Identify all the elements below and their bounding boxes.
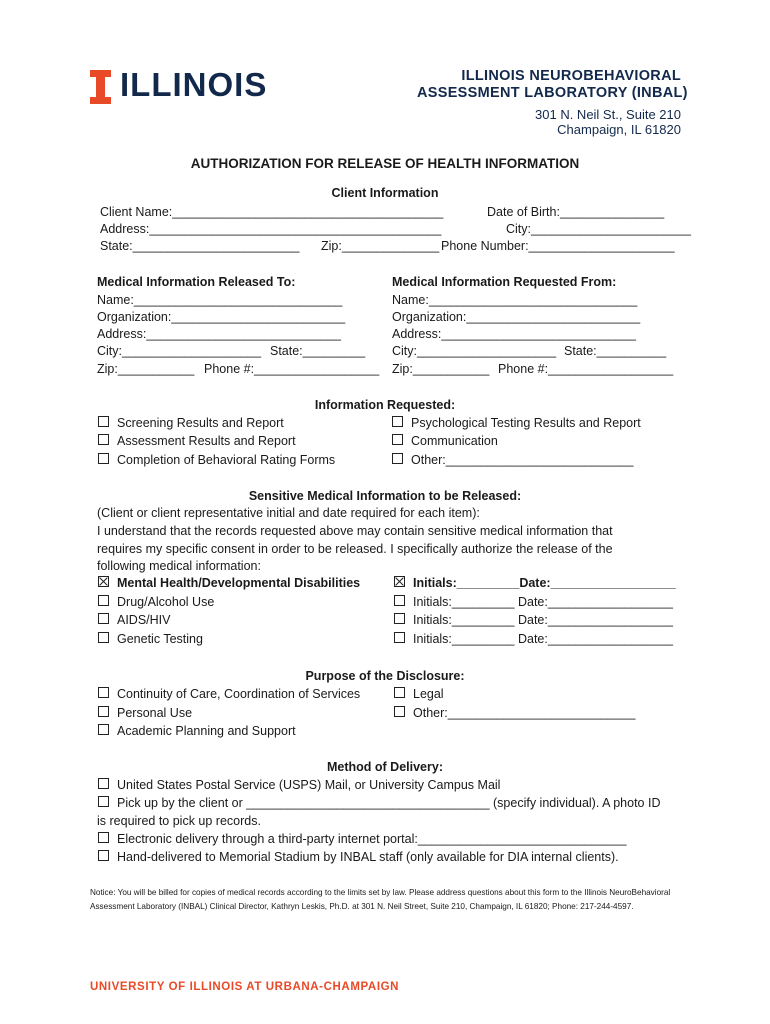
released-to-phone-field[interactable]: Phone #:__________________ (204, 362, 380, 376)
client-phone-field[interactable]: Phone Number:_____________________ (441, 239, 675, 253)
checkbox-icon[interactable] (98, 595, 109, 606)
sensitive-drug-alcohol-initials-date[interactable]: Initials:_________ Date:__________________ (394, 595, 673, 609)
requested-from-state-field[interactable]: State:__________ (564, 344, 667, 358)
requested-from-name-field[interactable]: Name:______________________________ (392, 293, 638, 307)
delivery-option-usps[interactable]: United States Postal Service (USPS) Mail, or University Campus Mail (98, 778, 500, 792)
checkbox-icon[interactable] (98, 613, 109, 624)
checkbox-icon[interactable] (98, 687, 109, 698)
checkbox-icon[interactable] (394, 632, 405, 643)
delivery-option-hand-delivered[interactable]: Hand-delivered to Memorial Stadium by INBAL staff (only available for DIA internal clients). (98, 850, 619, 864)
requested-from-zip-field[interactable]: Zip:___________ (392, 362, 490, 376)
checkbox-icon[interactable] (98, 434, 109, 445)
checkbox-icon[interactable] (394, 706, 405, 717)
checkbox-icon[interactable] (98, 453, 109, 464)
client-address-field[interactable]: Address:__________________________________________ (100, 222, 442, 236)
info-option-communication[interactable]: Communication (392, 434, 498, 448)
requested-from-address-field[interactable]: Address:____________________________ (392, 327, 636, 341)
logo-wordmark: ILLINOIS (120, 66, 268, 103)
delivery-option-electronic[interactable]: Electronic delivery through a third-party internet portal:______________________________ (98, 832, 626, 846)
released-to-zip-field[interactable]: Zip:___________ (97, 362, 195, 376)
sensitive-item-genetic[interactable]: Genetic Testing (98, 632, 203, 646)
purpose-option-personal[interactable]: Personal Use (98, 706, 192, 720)
sensitive-aids-hiv-initials-date[interactable]: Initials:_________ Date:__________________ (394, 613, 673, 627)
requested-from-city-field[interactable]: City:____________________ (392, 344, 557, 358)
requested-from-org-field[interactable]: Organization:_________________________ (392, 310, 641, 324)
checkbox-icon[interactable] (98, 796, 109, 807)
sensitive-genetic-initials-date[interactable]: Initials:_________ Date:__________________ (394, 632, 673, 646)
sensitive-paragraph-line1: I understand that the records requested above may contain sensitive medical information that (97, 524, 613, 538)
info-option-assessment[interactable]: Assessment Results and Report (98, 434, 296, 448)
checkbox-icon[interactable] (98, 724, 109, 735)
sensitive-paragraph-line3: following medical information: (97, 559, 261, 573)
purpose-heading: Purpose of the Disclosure: (305, 669, 465, 683)
info-option-screening[interactable]: Screening Results and Report (98, 416, 284, 430)
checkbox-icon[interactable] (98, 778, 109, 789)
lab-address-line1: 301 N. Neil St., Suite 210 (535, 107, 681, 122)
sensitive-item-mental-health[interactable]: Mental Health/Developmental Disabilities (98, 576, 360, 590)
purpose-option-continuity[interactable]: Continuity of Care, Coordination of Services (98, 687, 360, 701)
date-of-birth-field[interactable]: Date of Birth:_______________ (487, 205, 665, 219)
sensitive-paragraph-line2: requires my specific consent in order to be released. I specifically authorize the release of the (97, 542, 613, 556)
checkbox-icon[interactable] (392, 416, 403, 427)
checkbox-icon[interactable] (98, 706, 109, 717)
info-requested-heading: Information Requested: (314, 398, 456, 412)
checkbox-icon[interactable] (394, 595, 405, 606)
checkbox-icon[interactable] (98, 632, 109, 643)
purpose-option-legal[interactable]: Legal (394, 687, 444, 701)
info-option-other[interactable]: Other:___________________________ (392, 453, 633, 467)
info-option-rating-forms[interactable]: Completion of Behavioral Rating Forms (98, 453, 335, 467)
billing-notice: Notice: You will be billed for copies of medical records according to the limits set by law. Please address questions about this form to the Illinois NeuroBehavioral Assessment Laboratory (INBAL) Clinical Director, Kathryn Leskis, Ph.D. at 301 N. Neil Street, Suite 210, Champaign, IL 61820; Phone: 217-244-4597. (90, 888, 671, 911)
sensitive-item-aids-hiv[interactable]: AIDS/HIV (98, 613, 171, 627)
sensitive-instruction: (Client or client representative initial and date required for each item): (97, 506, 480, 520)
sensitive-mental-health-initials-date[interactable]: Initials:_________Date:__________________ (394, 576, 676, 590)
released-to-heading: Medical Information Released To: (97, 275, 296, 289)
lab-name-line2: ASSESSMENT LABORATORY (INBAL) (417, 85, 688, 101)
released-to-city-field[interactable]: City:____________________ (97, 344, 262, 358)
delivery-pickup-note: is required to pick up records. (97, 814, 261, 828)
requested-from-heading: Medical Information Requested From: (392, 275, 617, 289)
lab-name-line1: ILLINOIS NEUROBEHAVIORAL (461, 68, 681, 84)
purpose-option-other[interactable]: Other:___________________________ (394, 706, 635, 720)
delivery-option-pickup[interactable]: Pick up by the client or ___________________________________ (specify individual). A photo ID (98, 796, 660, 810)
lab-address-line2: Champaign, IL 61820 (557, 122, 681, 137)
checkbox-icon[interactable] (394, 613, 405, 624)
requested-from-phone-field[interactable]: Phone #:__________________ (498, 362, 674, 376)
released-to-address-field[interactable]: Address:____________________________ (97, 327, 341, 341)
purpose-option-academic[interactable]: Academic Planning and Support (98, 724, 296, 738)
client-info-heading: Client Information (331, 186, 439, 200)
checkbox-icon[interactable] (394, 687, 405, 698)
client-name-field[interactable]: Client Name:_______________________________________ (100, 205, 444, 219)
sensitive-heading: Sensitive Medical Information to be Released: (248, 489, 522, 503)
illinois-block-i-logo (90, 70, 111, 104)
released-to-org-field[interactable]: Organization:_________________________ (97, 310, 346, 324)
checkbox-icon[interactable] (98, 832, 109, 843)
delivery-heading: Method of Delivery: (327, 760, 443, 774)
info-option-psych-testing[interactable]: Psychological Testing Results and Report (392, 416, 641, 430)
checked-box-icon[interactable] (394, 576, 405, 587)
checkbox-icon[interactable] (392, 453, 403, 464)
form-title: AUTHORIZATION FOR RELEASE OF HEALTH INFORMATION (190, 156, 580, 171)
checkbox-icon[interactable] (392, 434, 403, 445)
checkbox-icon[interactable] (98, 416, 109, 427)
checked-box-icon[interactable] (98, 576, 109, 587)
client-zip-field[interactable]: Zip:______________ (321, 239, 440, 253)
client-state-field[interactable]: State:________________________ (100, 239, 300, 253)
sensitive-item-drug-alcohol[interactable]: Drug/Alcohol Use (98, 595, 214, 609)
university-footer: UNIVERSITY OF ILLINOIS AT URBANA-CHAMPAIGN (90, 981, 400, 993)
checkbox-icon[interactable] (98, 850, 109, 861)
client-city-field[interactable]: City:_______________________ (506, 222, 691, 236)
released-to-state-field[interactable]: State:_________ (270, 344, 366, 358)
released-to-name-field[interactable]: Name:______________________________ (97, 293, 343, 307)
